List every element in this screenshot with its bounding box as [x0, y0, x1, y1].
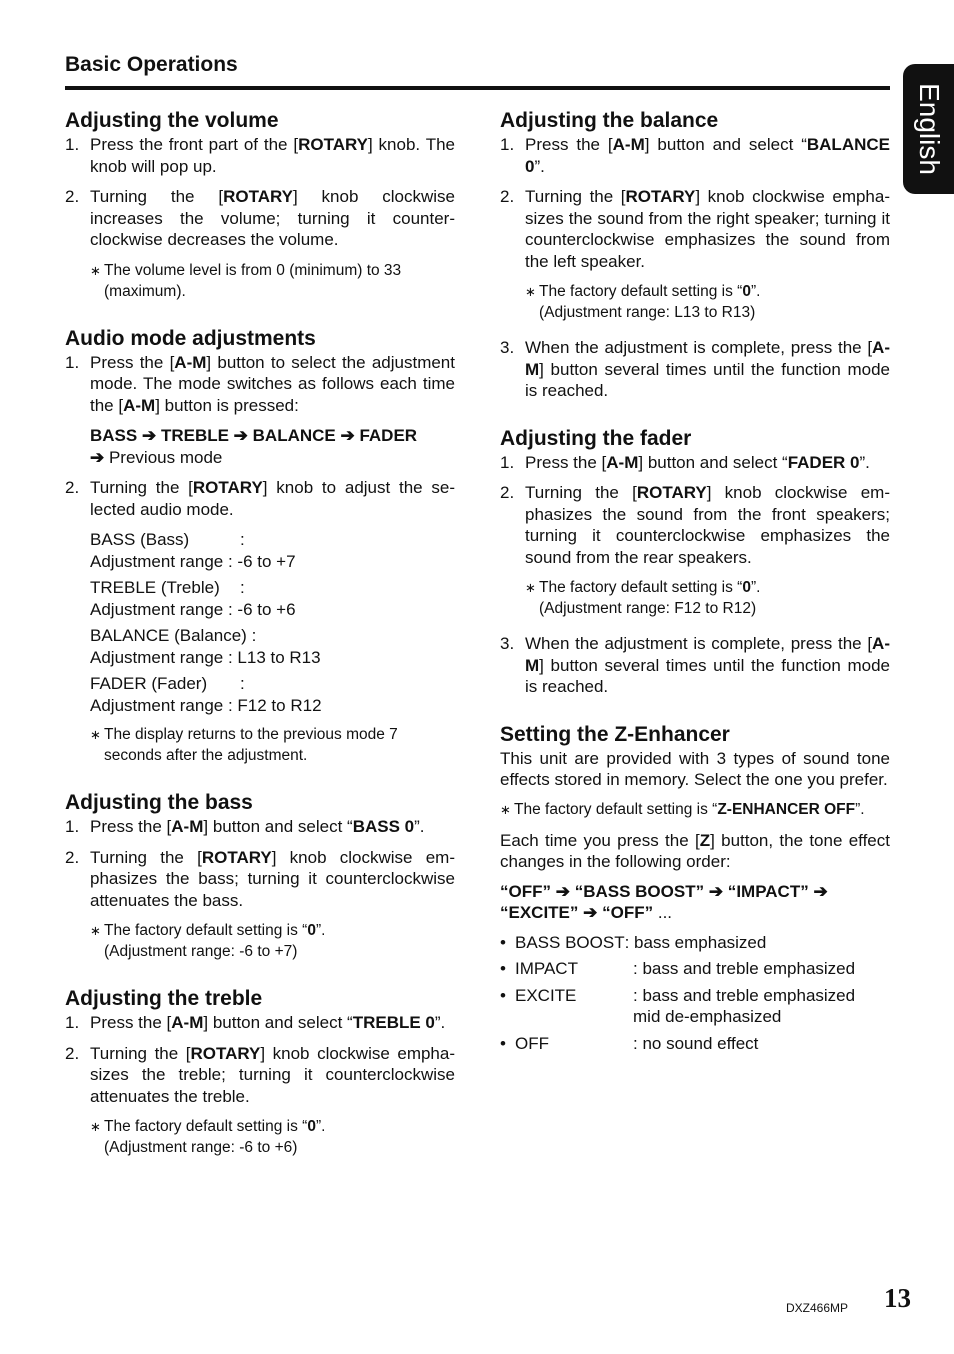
model-number: DXZ466MP — [786, 1301, 849, 1315]
treble-heading: Adjusting the treble — [65, 987, 263, 1010]
balance-note: ∗ The factory default setting is “0”. (Adjustment range: L13 to R13) — [525, 283, 761, 321]
zenhancer-note: ∗ The factory default setting is “Z-ENHANCER OFF”. — [500, 800, 865, 818]
range-bass: BASS (Bass) : Adjustment range : -6 to +7 — [90, 530, 296, 571]
language-tab-label: English — [913, 83, 945, 175]
bullet-excite: • EXCITE : bass and treble emphasized mid de-emphasized — [500, 985, 856, 1026]
range-balance: BALANCE (Balance) : Adjustment range : L13 to R13 — [90, 626, 321, 667]
treble-note: ∗ The factory default setting is “0”. (Adjustment range: -6 to +6) — [90, 1118, 326, 1156]
bullet-off: • OFF : no sound effect — [500, 1033, 759, 1053]
fader-step-2: 2. Turning the [ROTARY] knob clockwise em-phasizes the sound from the front speakers; turning it counterclockwise emphasizes the sound from the rear speakers. — [500, 483, 891, 567]
volume-step-2: 2. Turning the [ROTARY] knob clockwise increases the volume; turning it counter-clockwise decreases the volume. — [65, 187, 455, 249]
balance-step-3: 3. When the adjustment is complete, press the [A-M] button several times until the function mode is reached. — [500, 338, 890, 400]
zenhancer-order: “OFF” ➔ “BASS BOOST” ➔ “IMPACT” ➔ “EXCITE” ➔ “OFF” ... — [500, 881, 828, 922]
mode-sequence: BASS ➔ TREBLE ➔ BALANCE ➔ FADER ➔ Previous mode — [90, 426, 418, 467]
bass-note: ∗ The factory default setting is “0”. (Adjustment range: -6 to +7) — [90, 922, 326, 960]
bass-heading: Adjusting the bass — [65, 791, 253, 814]
range-fader: FADER (Fader) : Adjustment range : F12 to R12 — [90, 674, 322, 715]
volume-step-1: 1. Press the front part of the [ROTARY] knob. The knob will pop up. — [65, 135, 455, 176]
bass-step-1: 1. Press the [A-M] button and select “BASS 0”. — [65, 817, 425, 836]
audio-mode-step-2: 2. Turning the [ROTARY] knob to adjust the se-lected audio mode. — [65, 478, 456, 519]
zenhancer-each-time: Each time you press the [Z] button, the tone effect changes in the following order: — [500, 830, 890, 871]
fader-heading: Adjusting the fader — [500, 426, 692, 450]
right-column — [500, 108, 890, 1059]
audio-mode-note: ∗ The display returns to the previous mode 7 seconds after the adjustment. — [90, 726, 398, 764]
bullet-impact: • IMPACT : bass and treble emphasized — [500, 959, 856, 978]
balance-step-2: 2. Turning the [ROTARY] knob clockwise empha-sizes the sound from the right speaker; turning it counterclockwise emphasizes the sound from the left speaker. — [500, 187, 891, 271]
bass-step-2: 2. Turning the [ROTARY] knob clockwise em-phasizes the bass; turning it counterclockwise attenuates the bass. — [65, 847, 456, 910]
treble-step-1: 1. Press the [A-M] button and select “TREBLE 0”. — [65, 1013, 446, 1032]
range-treble: TREBLE (Treble) : Adjustment range : -6 to +6 — [90, 578, 296, 619]
volume-heading: Adjusting the volume — [65, 109, 279, 132]
fader-step-1: 1. Press the [A-M] button and select “FADER 0”. — [500, 452, 870, 472]
volume-note: ∗ The volume level is from 0 (minimum) to 33 (maximum). — [90, 261, 402, 300]
zenhancer-heading: Setting the Z-Enhancer — [500, 722, 730, 746]
section-title: Basic Operations — [65, 53, 238, 76]
header-rule — [65, 86, 890, 90]
left-column — [65, 108, 455, 1168]
fader-note: ∗ The factory default setting is “0”. (Adjustment range: F12 to R12) — [525, 579, 761, 617]
page-number: 13 — [884, 1283, 911, 1313]
balance-step-1: 1. Press the [A-M] button and select “BALANCE 0”. — [500, 135, 890, 176]
audio-mode-heading: Audio mode adjustments — [65, 326, 316, 350]
bullet-bass-boost: • BASS BOOST : bass emphasized — [500, 932, 767, 952]
zenhancer-intro: This unit are provided with 3 types of sound tone effects stored in memory. Select the one you prefer. — [500, 748, 890, 789]
language-tab — [903, 64, 954, 194]
balance-heading: Adjusting the balance — [500, 109, 719, 132]
fader-step-3: 3. When the adjustment is complete, press the [A-M] button several times until the function mode is reached. — [500, 634, 890, 696]
audio-mode-step-1: 1. Press the [A-M] button to select the adjustment mode. The mode switches as follows each time the [A-M] button is pressed: — [65, 352, 455, 415]
treble-step-2: 2. Turning the [ROTARY] knob clockwise empha-sizes the treble; turning it counterclockwise attenuates the treble. — [65, 1043, 456, 1106]
